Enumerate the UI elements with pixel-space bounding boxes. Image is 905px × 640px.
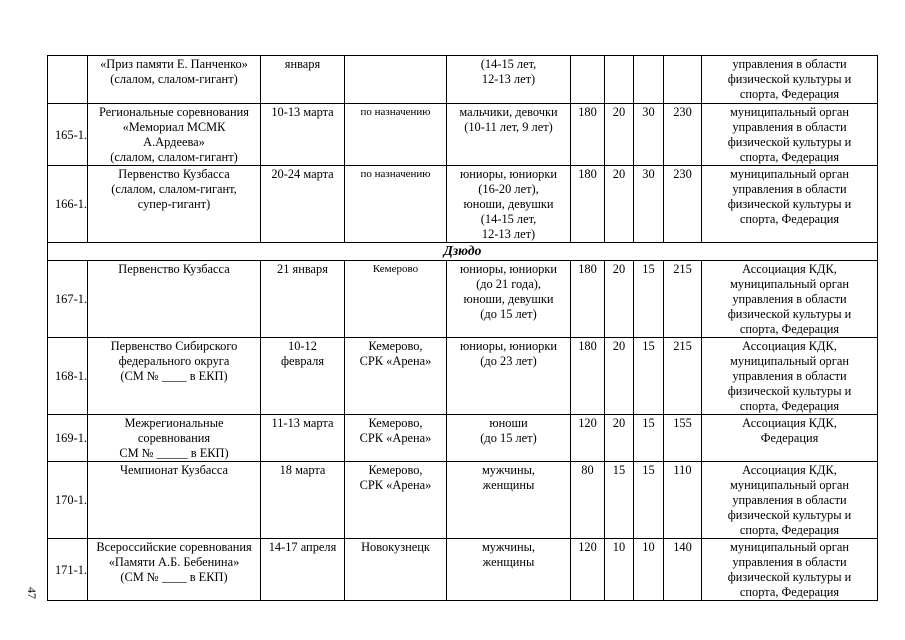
count-judges: 30 — [634, 104, 664, 166]
count-total: 230 — [664, 166, 702, 243]
event-dates: 18 марта — [261, 462, 345, 539]
event-dates: 11-13 марта — [261, 415, 345, 462]
event-place: Кемерово, СРК «Арена» — [345, 415, 447, 462]
organizer: муниципальный орган управления в области физической культуры и спорта, Федерация — [702, 104, 878, 166]
participants: юниоры, юниорки (до 23 лет) — [447, 338, 571, 415]
count-judges: 15 — [634, 462, 664, 539]
row-number: 168-1. — [48, 338, 88, 415]
count-athletes: 180 — [571, 104, 605, 166]
count-athletes: 180 — [571, 338, 605, 415]
count-athletes: 180 — [571, 261, 605, 338]
event-place: Кемерово, СРК «Арена» — [345, 338, 447, 415]
row-number: 171-1. — [48, 539, 88, 601]
event-place: Новокузнецк — [345, 539, 447, 601]
organizer: управления в области физической культуры и спорта, Федерация — [702, 56, 878, 104]
participants: мужчины, женщины — [447, 539, 571, 601]
table-row — [48, 261, 878, 338]
row-number: 167-1. — [48, 261, 88, 338]
count-total — [664, 56, 702, 104]
organizer: Ассоциация КДК, Федерация — [702, 415, 878, 462]
event-dates: 14-17 апреля — [261, 539, 345, 601]
event-name: Первенство Кузбасса — [88, 261, 261, 338]
count-athletes: 120 — [571, 415, 605, 462]
count-judges: 10 — [634, 539, 664, 601]
participants: юноши (до 15 лет) — [447, 415, 571, 462]
event-dates: 20-24 марта — [261, 166, 345, 243]
count-total: 215 — [664, 261, 702, 338]
participants: юниоры, юниорки (до 21 года), юноши, девушки (до 15 лет) — [447, 261, 571, 338]
table-row — [48, 56, 878, 104]
count-coaches: 20 — [605, 338, 634, 415]
event-place: по назначению — [345, 166, 447, 243]
count-judges: 15 — [634, 415, 664, 462]
count-athletes: 80 — [571, 462, 605, 539]
event-place: по назначению — [345, 104, 447, 166]
event-dates: 10-13 марта — [261, 104, 345, 166]
table-row — [48, 415, 878, 462]
count-coaches — [605, 56, 634, 104]
event-place: Кемерово — [345, 261, 447, 338]
count-judges: 15 — [634, 338, 664, 415]
organizer: Ассоциация КДК, муниципальный орган управления в области физической культуры и спорта, Федерация — [702, 462, 878, 539]
row-number — [48, 56, 88, 104]
count-athletes: 180 — [571, 166, 605, 243]
participants: (14-15 лет, 12-13 лет) — [447, 56, 571, 104]
event-place: Кемерово, СРК «Арена» — [345, 462, 447, 539]
count-judges — [634, 56, 664, 104]
event-name: Региональные соревнования «Мемориал МСМК А.Ардеева» (слалом, слалом-гигант) — [88, 104, 261, 166]
count-coaches: 15 — [605, 462, 634, 539]
count-coaches: 20 — [605, 415, 634, 462]
event-dates: 21 января — [261, 261, 345, 338]
table-row — [48, 462, 878, 539]
count-athletes — [571, 56, 605, 104]
event-dates: января — [261, 56, 345, 104]
count-total: 140 — [664, 539, 702, 601]
participants: юниоры, юниорки (16-20 лет), юноши, девушки (14-15 лет, 12-13 лет) — [447, 166, 571, 243]
table-row — [48, 104, 878, 166]
event-name: Первенство Сибирского федерального округа (СМ № ____ в ЕКП) — [88, 338, 261, 415]
organizer: Ассоциация КДК, муниципальный орган управления в области физической культуры и спорта, Федерация — [702, 338, 878, 415]
section-row — [48, 243, 878, 261]
count-total: 155 — [664, 415, 702, 462]
count-total: 215 — [664, 338, 702, 415]
count-total: 110 — [664, 462, 702, 539]
count-coaches: 20 — [605, 104, 634, 166]
participants: мужчины, женщины — [447, 462, 571, 539]
organizer: Ассоциация КДК, муниципальный орган управления в области физической культуры и спорта, Федерация — [702, 261, 878, 338]
row-number: 165-1. — [48, 104, 88, 166]
row-number: 169-1. — [48, 415, 88, 462]
row-number: 170-1. — [48, 462, 88, 539]
event-name: Межрегиональные соревнования СМ № _____ в ЕКП) — [88, 415, 261, 462]
table-row — [48, 166, 878, 243]
count-athletes: 120 — [571, 539, 605, 601]
count-coaches: 20 — [605, 261, 634, 338]
table-row — [48, 338, 878, 415]
section-title: Дзюдо — [48, 243, 878, 261]
organizer: муниципальный орган управления в области физической культуры и спорта, Федерация — [702, 539, 878, 601]
row-number: 166-1. — [48, 166, 88, 243]
table-row — [48, 539, 878, 601]
organizer: муниципальный орган управления в области физической культуры и спорта, Федерация — [702, 166, 878, 243]
event-dates: 10-12 февраля — [261, 338, 345, 415]
count-coaches: 20 — [605, 166, 634, 243]
count-total: 230 — [664, 104, 702, 166]
count-coaches: 10 — [605, 539, 634, 601]
count-judges: 15 — [634, 261, 664, 338]
participants: мальчики, девочки (10-11 лет, 9 лет) — [447, 104, 571, 166]
event-name: Чемпионат Кузбасса — [88, 462, 261, 539]
event-name: Всероссийские соревнования «Памяти А.Б. Бебенина» (СМ № ____ в ЕКП) — [88, 539, 261, 601]
schedule-table — [47, 55, 878, 601]
event-place — [345, 56, 447, 104]
event-name: Первенство Кузбасса (слалом, слалом-гигант, супер-гигант) — [88, 166, 261, 243]
event-name: «Приз памяти Е. Панченко» (слалом, слалом-гигант) — [88, 56, 261, 104]
page-number: 47 — [25, 587, 39, 599]
count-judges: 30 — [634, 166, 664, 243]
